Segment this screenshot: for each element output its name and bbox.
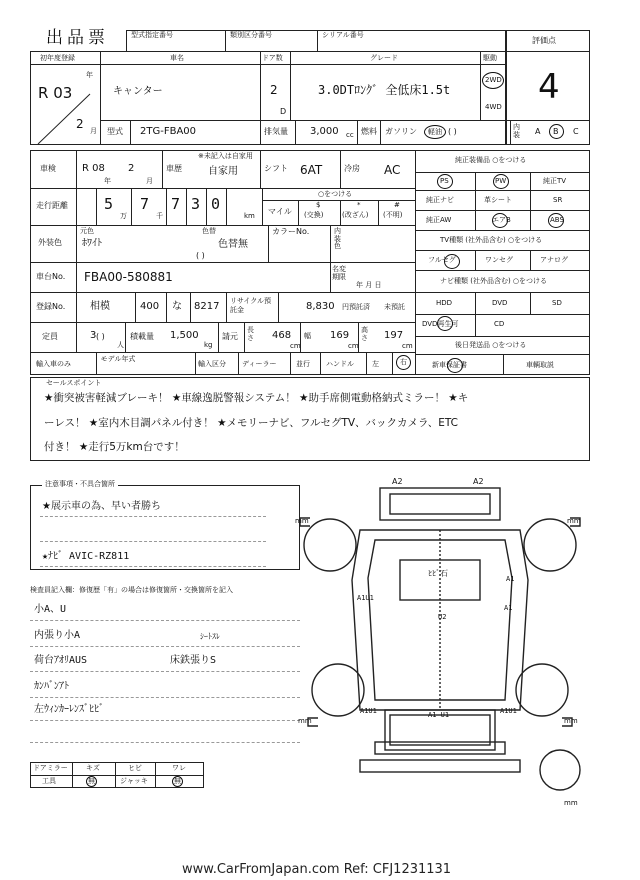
handle-right: 右	[400, 358, 407, 366]
diagram-mark-a2-right: A2	[473, 477, 484, 486]
shaken-year-suffix: 年	[104, 177, 111, 185]
import-type-label: 輸入区分	[198, 360, 226, 368]
diagram-label-7: A1 U1	[428, 711, 450, 719]
month-suffix: 月	[90, 127, 97, 135]
first-reg-year: R 03	[38, 84, 73, 102]
car-diagram	[290, 470, 610, 810]
nav-sd: SD	[552, 299, 562, 307]
shaken-label: 車検	[40, 164, 56, 173]
inspector-label: 検査員記入欄：修復歴「有」の場合は修復箇所・交換箇所を記入	[30, 586, 233, 594]
notes-line-1: ★展示車の為、早い者勝ち	[42, 501, 161, 512]
import-parallel: 並行	[296, 360, 310, 368]
inspector-line-2b: ｼｰﾄｽﾚ	[200, 632, 220, 641]
mileage-digit-4: 3	[191, 195, 201, 213]
nav-hdd: HDD	[436, 299, 453, 307]
first-reg-month: 2	[76, 117, 84, 131]
grade-value: 3.0DTﾛﾝｸﾞ 全低床1.5t	[318, 83, 451, 97]
equip-pw: PW	[495, 177, 507, 185]
tv-oneseg: ワンセグ	[485, 256, 513, 264]
mileage-digit-3: 7	[171, 195, 181, 213]
drive-2wd: 2WD	[485, 76, 502, 84]
tv-analog: アナログ	[540, 256, 568, 264]
load-value: 1,500	[170, 330, 199, 341]
plate-number: 8217	[194, 301, 220, 312]
car-name-label: 車名	[170, 54, 184, 62]
sales-line-3: 付き！ ★走行5万km台です！	[44, 441, 185, 453]
color-change: 色替無	[218, 239, 248, 250]
width-unit: cm	[348, 342, 359, 350]
height-unit: cm	[402, 342, 413, 350]
handle-label: ハンドル	[326, 360, 354, 368]
nav-cd: CD	[494, 320, 505, 328]
inspector-line-5: 左ｳｨﾝｶｰﾚﾝｽﾞﾋﾋﾞ	[34, 704, 104, 715]
sales-line-2: ーレス！ ★室内木目調パネル付き！ ★メモリーナビ、フルセグTV、バックカメラ、ETC	[44, 417, 458, 429]
car-name: キャンター	[113, 86, 163, 97]
diagram-mark-a2-left: A2	[392, 477, 403, 486]
diagram-label-1: ﾋﾋﾞ石	[428, 569, 448, 578]
mileage-unit-sen: 千	[156, 212, 163, 220]
orig-color-label: 元色	[80, 227, 94, 235]
load-unit: kg	[204, 341, 213, 349]
use-label: 車歴	[166, 164, 182, 173]
mileage-label: 走行距離	[36, 201, 68, 210]
mm-1: mm	[295, 517, 309, 525]
model-label: 型式	[107, 127, 123, 136]
name-change-label: 名変期限	[332, 265, 346, 282]
import-dealer: ディーラー	[242, 360, 277, 368]
diagram-label-4: A1	[504, 604, 513, 612]
plate-label: 登録No.	[36, 302, 66, 311]
mileage-unit-man: 万	[120, 212, 127, 220]
length-unit: cm	[290, 342, 301, 350]
capacity-paren: ( )	[96, 332, 105, 341]
legend-scratch: キズ	[86, 764, 100, 772]
shaken-era: R 08	[82, 163, 105, 174]
interior-grade-c: C	[573, 127, 579, 136]
mm-3: mm	[298, 717, 312, 725]
recycle-value: 8,830	[306, 301, 335, 312]
unknown-sym: #	[394, 201, 400, 209]
score-value: 4	[538, 67, 560, 107]
displacement-value: 3,000	[310, 126, 339, 137]
diagram-label-8: A1U1	[500, 707, 517, 715]
interior-grade-b: B	[553, 127, 559, 136]
notes-line-3: ★ﾅﾋﾞ AVIC-RZ811	[42, 551, 130, 562]
chassis-value: FBA00-580881	[84, 270, 173, 284]
tamper-label: (改ざん)	[342, 211, 369, 219]
interior-grade-a: A	[535, 127, 541, 136]
legend-mirror: ドアミラー	[33, 764, 68, 772]
capacity-unit: 人	[117, 341, 124, 349]
door-type: D	[280, 107, 287, 116]
sales-line-1: ★衝突被害軽減ブレーキ！ ★車線逸脱警報システム！ ★助手席側電動格納式ミラー！ ★キ	[44, 392, 469, 404]
genuine-label: 純正装備品 ○をつける	[455, 156, 527, 164]
mileage-digit-2: 7	[140, 195, 150, 213]
exchange-sym: $	[316, 201, 321, 209]
first-reg-label: 初年度登録	[40, 54, 75, 62]
mm-4: mm	[564, 717, 578, 725]
interior-label: 内装	[513, 123, 520, 139]
sales-label: セールスポイント	[46, 379, 102, 387]
length-value: 468	[272, 330, 292, 341]
mile-label: マイル	[268, 207, 292, 216]
inspector-line-3: 荷台ｱｵﾘAUS	[34, 655, 88, 666]
orig-color: ﾎﾜｲﾄ	[82, 238, 102, 249]
diagram-label-6: A1U1	[360, 707, 377, 715]
later-manual: 車輌取説	[526, 361, 554, 369]
color-label: 外装色	[38, 238, 62, 247]
model-value: 2TG-FBA00	[140, 126, 197, 137]
category-label: 類別区分番号	[230, 31, 272, 39]
grade-label: グレード	[370, 54, 398, 62]
score-label: 評価点	[532, 36, 556, 45]
fuel-diesel: 軽油	[428, 128, 442, 136]
year-suffix: 年	[86, 71, 93, 79]
capacity-label: 定員	[42, 332, 58, 341]
width-label: 幅	[304, 332, 311, 340]
equip-leather: 革シート	[484, 196, 512, 204]
use-value: 自家用	[208, 166, 238, 177]
fuel-other: ( )	[448, 127, 457, 136]
shift-value: 6AT	[300, 163, 323, 177]
nav-dvd: DVD	[492, 299, 508, 307]
width-value: 169	[330, 330, 350, 341]
legend-crack: ヒビ	[128, 764, 142, 772]
page-title: 出品票	[46, 28, 109, 48]
legend-jack-val: 無	[174, 777, 181, 785]
fuel-gasoline: ガソリン	[385, 127, 417, 136]
import-label: 輸入車のみ	[36, 360, 71, 368]
later-warranty: 新車保証書	[432, 361, 467, 369]
inspector-line-1: 小A、U	[34, 604, 67, 615]
legend-jack: ジャッキ	[120, 777, 148, 785]
load-label: 積載量	[130, 332, 154, 341]
interior-color-label: 内装色	[334, 227, 341, 251]
equip-genuine-tv: 純正TV	[543, 177, 567, 185]
height-value: 197	[384, 330, 404, 341]
plate-kana: な	[172, 301, 182, 312]
handle-left: 左	[372, 360, 379, 368]
footer-watermark: www.CarFromJapan.com Ref: CFJ1231131	[182, 862, 452, 877]
name-change-date: 年 月 日	[356, 281, 382, 289]
height-label: 高さ	[361, 326, 368, 342]
capacity-value: 3	[90, 330, 97, 341]
mm-2: mm	[567, 517, 581, 525]
drive-4wd: 4WD	[485, 103, 502, 111]
nav-label: ナビ種類 (社外品含む) ○をつける	[440, 277, 548, 285]
mileage-unit-km: km	[244, 212, 255, 220]
diagram-label-2: A1U1	[357, 594, 374, 602]
equip-genuine-aw: 純正AW	[426, 216, 452, 224]
use-note: ※未記入は自家用	[198, 152, 253, 160]
later-label: 後日発送品 ○をつける	[455, 341, 527, 349]
chassis-label: 車台No.	[36, 272, 66, 281]
color-change-label: 色替	[202, 227, 216, 235]
plate-class: 400	[140, 301, 160, 312]
equip-ps: PS	[440, 177, 449, 185]
unknown-label: (不明)	[383, 211, 403, 219]
recycle-unit: 円預託済	[342, 303, 370, 311]
ac-value: AC	[384, 163, 401, 177]
diagram-label-3: A1	[506, 575, 515, 583]
equip-abs: ABS	[550, 216, 564, 224]
door-count: 2	[270, 83, 278, 97]
equip-genuine-navi: 純正ナビ	[426, 196, 454, 204]
recycle-label: リサイクル預託金	[230, 297, 272, 315]
color-code-label: カラーNo.	[272, 227, 310, 236]
model-year-label: モデル年式	[100, 355, 136, 363]
legend-tools-val: 無	[88, 777, 95, 785]
ac-label: 冷房	[344, 164, 360, 173]
truck-outline	[300, 488, 580, 790]
color-change-paren: ( )	[196, 251, 205, 260]
tv-fullseg: フルセグ	[428, 256, 456, 264]
mileage-circle-label: ○をつける	[318, 190, 353, 198]
mileage-digit-5: 0	[211, 195, 221, 213]
tv-label: TV種類 (社外品含む) ○をつける	[440, 236, 543, 244]
displacement-unit: cc	[346, 131, 354, 139]
req-label: 請元	[222, 332, 238, 341]
length-label: 長さ	[247, 326, 254, 342]
legend-tools: 工具	[42, 777, 56, 785]
doors-label: ドア数	[262, 54, 283, 62]
inspector-line-4: ｶﾝﾊﾞﾝｱﾄ	[34, 681, 69, 692]
model-designation-label: 型式指定番号	[131, 31, 173, 39]
shaken-month: 2	[128, 163, 135, 174]
fuel-label: 燃料	[361, 127, 377, 136]
inspector-line-2: 内張り小A	[34, 630, 81, 641]
header-number-box	[126, 30, 506, 52]
shift-label: シフト	[264, 164, 288, 173]
displacement-label: 排気量	[264, 127, 288, 136]
plate-region: 相模	[90, 301, 110, 312]
exchange-label: (交換)	[304, 211, 324, 219]
serial-label: シリアル番号	[322, 31, 364, 39]
inspector-line-3b: 床鉄張りS	[170, 655, 217, 666]
mm-5: mm	[564, 799, 578, 807]
nav-dvd-play: DVD再生可	[422, 320, 459, 328]
shaken-month-suffix: 月	[146, 177, 153, 185]
diagram-label-5: U2	[438, 613, 447, 621]
recycle-unpaid: 未預託	[384, 303, 405, 311]
mileage-digit-1: 5	[104, 195, 114, 213]
legend-break: ワレ	[172, 764, 186, 772]
notes-label: 注意事項・不具合箇所	[42, 481, 118, 488]
equip-airbag: エアB	[492, 216, 511, 224]
equip-sr: SR	[553, 196, 563, 204]
drive-label: 駆動	[483, 54, 497, 62]
diagonal-slash	[34, 90, 94, 150]
tamper-sym: *	[357, 201, 361, 209]
